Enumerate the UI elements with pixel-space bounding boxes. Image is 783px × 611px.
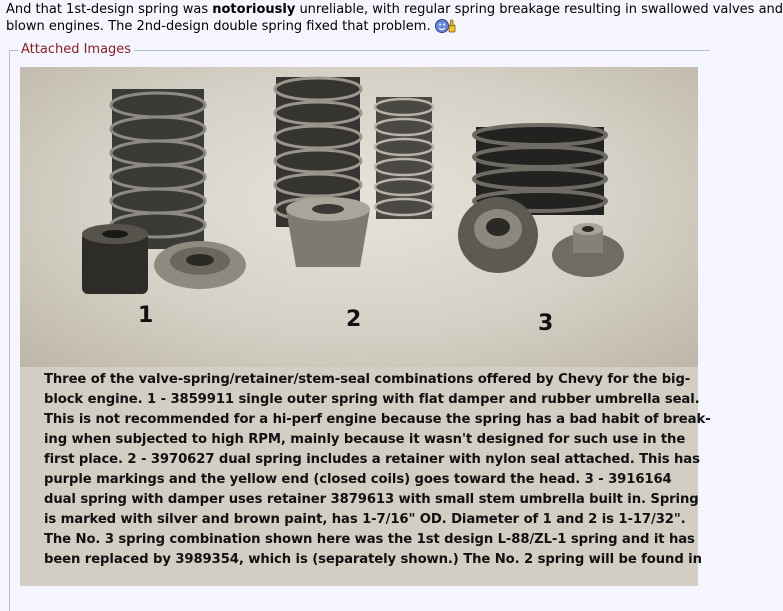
- caption-line: is marked with silver and brown paint, has 1-7/16" OD. Diameter of 1 and 2 is 1-17/32".: [44, 512, 686, 527]
- caption-line: ing when subjected to high RPM, mainly because it wasn't designed for such use in the: [44, 432, 686, 447]
- caption-line: The No. 3 spring combination shown here was the 1st design L-88/ZL-1 spring and it has: [44, 532, 695, 547]
- post-line-1: [6, 1, 783, 18]
- spring-1-illustration: [82, 89, 246, 294]
- photo-label-2: 2: [346, 307, 362, 332]
- caption-line: been replaced by 3989354, which is (separately shown.) The No. 2 spring will be found in: [44, 552, 702, 567]
- caption-line: purple markings and the yellow end (closed coils) goes toward the head. 3 - 3916164: [44, 472, 672, 487]
- photo-caption: [44, 370, 711, 570]
- post-message: [6, 1, 783, 35]
- caption-line: This is not recommended for a hi-perf engine because the spring has a bad habit of break-: [44, 412, 711, 427]
- thumbs-up-smiley-icon: [435, 18, 457, 34]
- caption-line: block engine. 1 - 3859911 single outer spring with flat damper and rubber umbrella seal.: [44, 392, 700, 407]
- photo-label-1: 1: [138, 303, 154, 328]
- photo-upper-region: [20, 67, 698, 367]
- post-text-segment: unreliable, with regular spring breakage resulting in swallowed valves and: [295, 2, 783, 17]
- attached-image-valve-springs[interactable]: [20, 67, 711, 586]
- post-bold-word: notoriously: [212, 2, 296, 17]
- post-text-segment: blown engines. The 2nd-design double spring fixed that problem.: [6, 19, 431, 34]
- spring-3-illustration: [458, 125, 624, 277]
- attached-images-legend: Attached Images: [18, 41, 134, 58]
- caption-line: first place. 2 - 3970627 dual spring includes a retainer with nylon seal attached. This has: [44, 452, 700, 467]
- post-text-segment: And that 1st-design spring was: [6, 2, 213, 17]
- post-line-2: [6, 18, 706, 35]
- photo-label-3: 3: [538, 311, 554, 336]
- spring-2-illustration: [275, 77, 433, 267]
- caption-line: dual spring with damper uses retainer 3879613 with small stem umbrella built in. Spring: [44, 492, 699, 507]
- caption-line: Three of the valve-spring/retainer/stem-seal combinations offered by Chevy for the big-: [44, 372, 691, 387]
